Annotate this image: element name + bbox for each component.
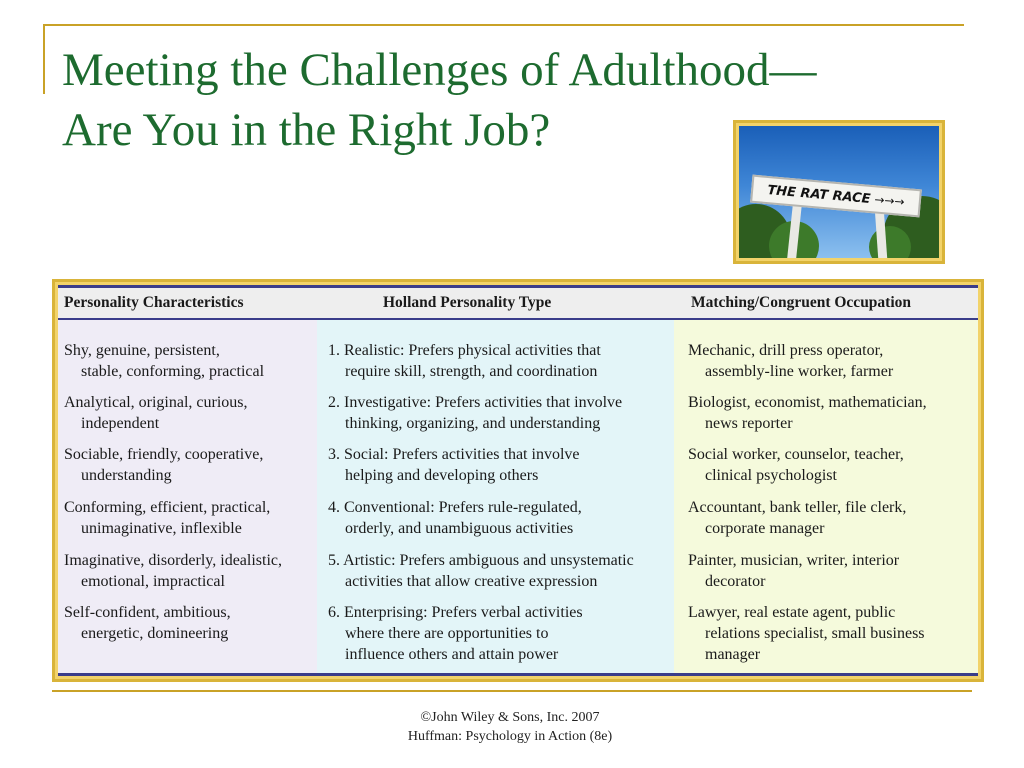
holland-table-frame (52, 279, 984, 682)
holland-table (58, 285, 978, 676)
cell-occupation (688, 444, 904, 486)
cell-line: Sociable, friendly, cooperative, (64, 446, 264, 463)
cell-occupation (688, 497, 906, 539)
cell-line: thinking, organizing, and understanding (345, 415, 601, 432)
cell-characteristics (64, 550, 282, 592)
cell-line: 2. Investigative: Prefers activities that involve (328, 394, 623, 411)
cell-line: unimaginative, inflexible (81, 520, 242, 537)
cell-line: stable, conforming, practical (81, 363, 265, 380)
title-line-1: Meeting the Challenges of Adulthood— (62, 44, 817, 96)
rat-race-photo (733, 120, 945, 264)
runners-icon: →→→ (873, 192, 906, 209)
cell-line: orderly, and unambiguous activities (345, 520, 574, 537)
cell-line: Analytical, original, curious, (64, 394, 248, 411)
rat-race-sign-text: THE RAT RACE (766, 182, 872, 207)
cell-type (328, 550, 634, 592)
cell-occupation (688, 602, 925, 665)
left-gold-rule (43, 24, 45, 94)
cell-line: independent (81, 415, 160, 432)
cell-occupation (688, 392, 927, 434)
cell-line: activities that allow creative expression (345, 573, 598, 590)
cell-line: emotional, impractical (81, 573, 225, 590)
cell-line: manager (705, 646, 761, 663)
cell-line: 4. Conventional: Prefers rule-regulated, (328, 499, 582, 516)
cell-line: Conforming, efficient, practical, (64, 499, 271, 516)
cell-type (328, 444, 580, 486)
cell-characteristics (64, 340, 264, 382)
cell-line: assembly-line worker, farmer (705, 363, 894, 380)
cell-characteristics (64, 602, 231, 644)
header-type: Holland Personality Type (383, 294, 552, 311)
cell-occupation (688, 550, 899, 592)
cell-type (328, 392, 622, 434)
cell-line: Accountant, bank teller, file clerk, (688, 499, 907, 516)
cell-type (328, 602, 583, 665)
cell-line: Painter, musician, writer, interior (688, 552, 900, 569)
cell-line: decorator (705, 573, 766, 590)
cell-line: where there are opportunities to (345, 625, 549, 642)
cell-characteristics (64, 444, 263, 486)
cell-line: Lawyer, real estate agent, public (688, 604, 896, 621)
cell-type (328, 340, 601, 382)
cell-line: Mechanic, drill press operator, (688, 342, 884, 359)
footer-line-1: ©John Wiley & Sons, Inc. 2007 (420, 710, 600, 725)
cell-line: Shy, genuine, persistent, (64, 342, 220, 359)
header-occupation: Matching/Congruent Occupation (691, 294, 912, 311)
top-gold-rule (43, 24, 964, 26)
cell-line: clinical psychologist (705, 467, 837, 484)
cell-type (328, 497, 582, 539)
cell-line: 5. Artistic: Prefers ambiguous and unsystematic (328, 552, 634, 569)
title-line-2: Are You in the Right Job? (62, 104, 551, 156)
bottom-gold-rule (52, 690, 972, 692)
cell-line: 6. Enterprising: Prefers verbal activities (328, 604, 583, 621)
cell-line: Self-confident, ambitious, (64, 604, 231, 621)
cell-line: news reporter (705, 415, 793, 432)
rat-race-photo-scene (739, 126, 939, 258)
cell-line: Imaginative, disorderly, idealistic, (64, 552, 283, 569)
cell-line: Biologist, economist, mathematician, (688, 394, 927, 411)
cell-line: helping and developing others (345, 467, 539, 484)
copyright-footer (380, 708, 640, 746)
cell-line: energetic, domineering (81, 625, 229, 642)
cell-line: 1. Realistic: Prefers physical activities that (328, 342, 601, 359)
cell-line: Social worker, counselor, teacher, (688, 446, 904, 463)
footer-line-2: Huffman: Psychology in Action (8e) (407, 729, 613, 744)
cell-line: understanding (81, 467, 172, 484)
cell-characteristics (64, 392, 248, 434)
cell-line: influence others and attain power (345, 646, 559, 663)
cell-line: 3. Social: Prefers activities that involve (328, 446, 580, 463)
cell-line: require skill, strength, and coordination (345, 363, 598, 380)
cell-line: corporate manager (705, 520, 825, 537)
cell-characteristics (64, 497, 270, 539)
header-characteristics: Personality Characteristics (64, 294, 244, 311)
cell-line: relations specialist, small business (705, 625, 925, 642)
cell-occupation (688, 340, 893, 382)
